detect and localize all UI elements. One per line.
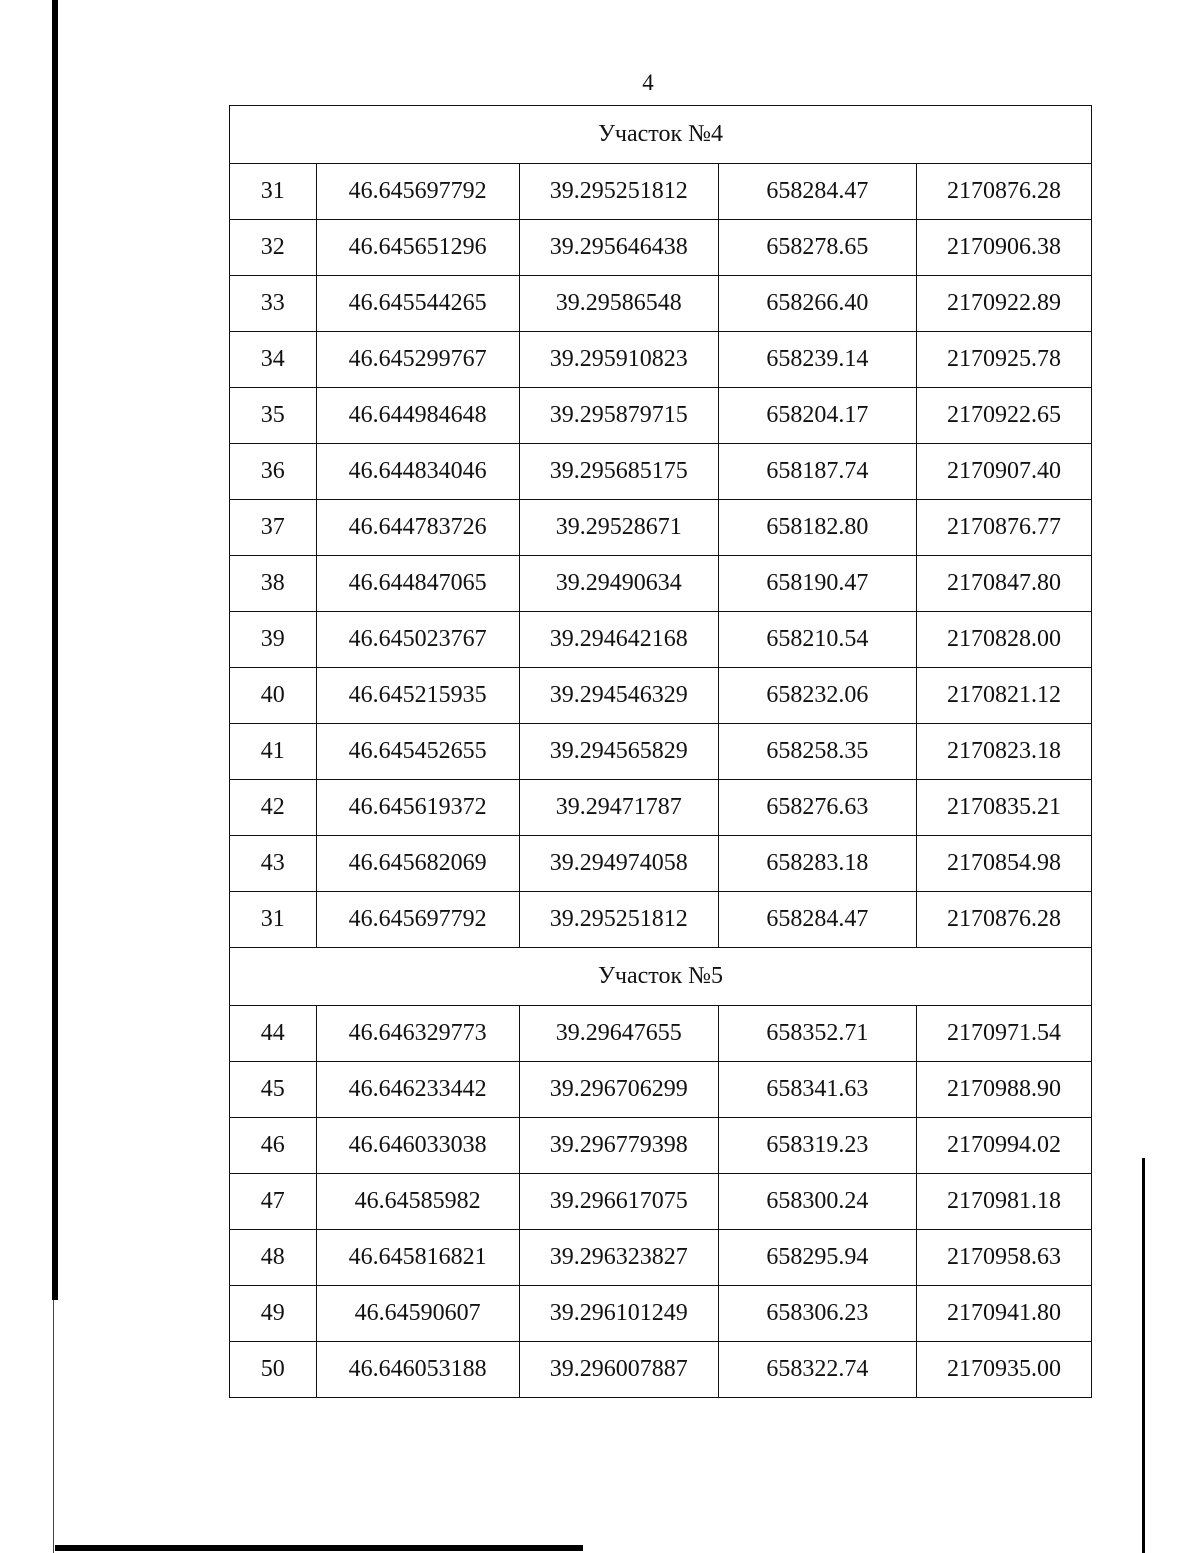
latitude-cell: 46.646233442 [316, 1062, 519, 1118]
longitude-cell: 39.29586548 [519, 276, 718, 332]
table-row [230, 276, 1092, 332]
y-coordinate-cell: 2170925.78 [916, 332, 1091, 388]
longitude-cell: 39.294974058 [519, 836, 718, 892]
longitude-cell: 39.296706299 [519, 1062, 718, 1118]
table-row [230, 332, 1092, 388]
point-number-cell: 41 [230, 724, 317, 780]
table-row [230, 612, 1092, 668]
point-number-cell: 31 [230, 892, 317, 948]
longitude-cell: 39.294565829 [519, 724, 718, 780]
y-coordinate-cell: 2170876.28 [916, 164, 1091, 220]
x-coordinate-cell: 658278.65 [718, 220, 916, 276]
table-row [230, 1174, 1092, 1230]
y-coordinate-cell: 2170835.21 [916, 780, 1091, 836]
x-coordinate-cell: 658306.23 [718, 1286, 916, 1342]
point-number-cell: 42 [230, 780, 317, 836]
latitude-cell: 46.645651296 [316, 220, 519, 276]
table-row [230, 892, 1092, 948]
latitude-cell: 46.64590607 [316, 1286, 519, 1342]
point-number-cell: 40 [230, 668, 317, 724]
longitude-cell: 39.296007887 [519, 1342, 718, 1398]
point-number-cell: 36 [230, 444, 317, 500]
scan-border-left-thin [53, 1300, 54, 1553]
y-coordinate-cell: 2170958.63 [916, 1230, 1091, 1286]
point-number-cell: 32 [230, 220, 317, 276]
longitude-cell: 39.294546329 [519, 668, 718, 724]
latitude-cell: 46.645299767 [316, 332, 519, 388]
latitude-cell: 46.646033038 [316, 1118, 519, 1174]
x-coordinate-cell: 658187.74 [718, 444, 916, 500]
x-coordinate-cell: 658283.18 [718, 836, 916, 892]
longitude-cell: 39.295910823 [519, 332, 718, 388]
longitude-cell: 39.294642168 [519, 612, 718, 668]
latitude-cell: 46.646053188 [316, 1342, 519, 1398]
table-row [230, 220, 1092, 276]
latitude-cell: 46.645544265 [316, 276, 519, 332]
table-row [230, 1118, 1092, 1174]
table-row [230, 724, 1092, 780]
x-coordinate-cell: 658258.35 [718, 724, 916, 780]
latitude-cell: 46.644984648 [316, 388, 519, 444]
section-header-row [230, 106, 1092, 164]
point-number-cell: 38 [230, 556, 317, 612]
x-coordinate-cell: 658319.23 [718, 1118, 916, 1174]
longitude-cell: 39.295685175 [519, 444, 718, 500]
latitude-cell: 46.644847065 [316, 556, 519, 612]
y-coordinate-cell: 2170906.38 [916, 220, 1091, 276]
point-number-cell: 47 [230, 1174, 317, 1230]
latitude-cell: 46.644783726 [316, 500, 519, 556]
longitude-cell: 39.295251812 [519, 892, 718, 948]
point-number-cell: 49 [230, 1286, 317, 1342]
page-number: 4 [642, 70, 654, 95]
longitude-cell: 39.296617075 [519, 1174, 718, 1230]
x-coordinate-cell: 658232.06 [718, 668, 916, 724]
table-row [230, 1062, 1092, 1118]
point-number-cell: 50 [230, 1342, 317, 1398]
table-row [230, 1230, 1092, 1286]
x-coordinate-cell: 658190.47 [718, 556, 916, 612]
latitude-cell: 46.645452655 [316, 724, 519, 780]
latitude-cell: 46.645619372 [316, 780, 519, 836]
y-coordinate-cell: 2170847.80 [916, 556, 1091, 612]
x-coordinate-cell: 658284.47 [718, 892, 916, 948]
section-title: Участок №4 [230, 106, 1092, 164]
table-row [230, 388, 1092, 444]
x-coordinate-cell: 658210.54 [718, 612, 916, 668]
x-coordinate-cell: 658204.17 [718, 388, 916, 444]
point-number-cell: 31 [230, 164, 317, 220]
table-row [230, 1342, 1092, 1398]
table-row [230, 444, 1092, 500]
x-coordinate-cell: 658239.14 [718, 332, 916, 388]
table-row [230, 164, 1092, 220]
longitude-cell: 39.295879715 [519, 388, 718, 444]
y-coordinate-cell: 2170988.90 [916, 1062, 1091, 1118]
x-coordinate-cell: 658300.24 [718, 1174, 916, 1230]
y-coordinate-cell: 2170876.28 [916, 892, 1091, 948]
y-coordinate-cell: 2170876.77 [916, 500, 1091, 556]
longitude-cell: 39.29490634 [519, 556, 718, 612]
x-coordinate-cell: 658284.47 [718, 164, 916, 220]
scan-border-right [1142, 1158, 1145, 1553]
point-number-cell: 37 [230, 500, 317, 556]
table-row [230, 836, 1092, 892]
y-coordinate-cell: 2170907.40 [916, 444, 1091, 500]
y-coordinate-cell: 2170823.18 [916, 724, 1091, 780]
table-row [230, 780, 1092, 836]
y-coordinate-cell: 2170941.80 [916, 1286, 1091, 1342]
x-coordinate-cell: 658322.74 [718, 1342, 916, 1398]
latitude-cell: 46.644834046 [316, 444, 519, 500]
table-row [230, 500, 1092, 556]
latitude-cell: 46.645816821 [316, 1230, 519, 1286]
y-coordinate-cell: 2170922.89 [916, 276, 1091, 332]
point-number-cell: 43 [230, 836, 317, 892]
latitude-cell: 46.646329773 [316, 1006, 519, 1062]
y-coordinate-cell: 2170854.98 [916, 836, 1091, 892]
point-number-cell: 39 [230, 612, 317, 668]
x-coordinate-cell: 658266.40 [718, 276, 916, 332]
longitude-cell: 39.296101249 [519, 1286, 718, 1342]
point-number-cell: 34 [230, 332, 317, 388]
y-coordinate-cell: 2170971.54 [916, 1006, 1091, 1062]
scan-border-left [52, 0, 58, 1300]
longitude-cell: 39.296323827 [519, 1230, 718, 1286]
y-coordinate-cell: 2170821.12 [916, 668, 1091, 724]
x-coordinate-cell: 658352.71 [718, 1006, 916, 1062]
x-coordinate-cell: 658341.63 [718, 1062, 916, 1118]
table-row [230, 1006, 1092, 1062]
section-header-row [230, 948, 1092, 1006]
y-coordinate-cell: 2170994.02 [916, 1118, 1091, 1174]
latitude-cell: 46.645697792 [316, 892, 519, 948]
latitude-cell: 46.645023767 [316, 612, 519, 668]
x-coordinate-cell: 658182.80 [718, 500, 916, 556]
longitude-cell: 39.29647655 [519, 1006, 718, 1062]
longitude-cell: 39.29528671 [519, 500, 718, 556]
table-row [230, 668, 1092, 724]
point-number-cell: 48 [230, 1230, 317, 1286]
longitude-cell: 39.296779398 [519, 1118, 718, 1174]
y-coordinate-cell: 2170922.65 [916, 388, 1091, 444]
latitude-cell: 46.645697792 [316, 164, 519, 220]
scan-border-bottom [55, 1545, 583, 1551]
latitude-cell: 46.645215935 [316, 668, 519, 724]
section-title: Участок №5 [230, 948, 1092, 1006]
x-coordinate-cell: 658276.63 [718, 780, 916, 836]
latitude-cell: 46.645682069 [316, 836, 519, 892]
point-number-cell: 35 [230, 388, 317, 444]
table-row [230, 1286, 1092, 1342]
point-number-cell: 33 [230, 276, 317, 332]
y-coordinate-cell: 2170828.00 [916, 612, 1091, 668]
point-number-cell: 45 [230, 1062, 317, 1118]
longitude-cell: 39.295646438 [519, 220, 718, 276]
point-number-cell: 46 [230, 1118, 317, 1174]
x-coordinate-cell: 658295.94 [718, 1230, 916, 1286]
longitude-cell: 39.295251812 [519, 164, 718, 220]
point-number-cell: 44 [230, 1006, 317, 1062]
latitude-cell: 46.64585982 [316, 1174, 519, 1230]
y-coordinate-cell: 2170935.00 [916, 1342, 1091, 1398]
y-coordinate-cell: 2170981.18 [916, 1174, 1091, 1230]
longitude-cell: 39.29471787 [519, 780, 718, 836]
table-row [230, 556, 1092, 612]
coordinates-table [229, 105, 1092, 1398]
